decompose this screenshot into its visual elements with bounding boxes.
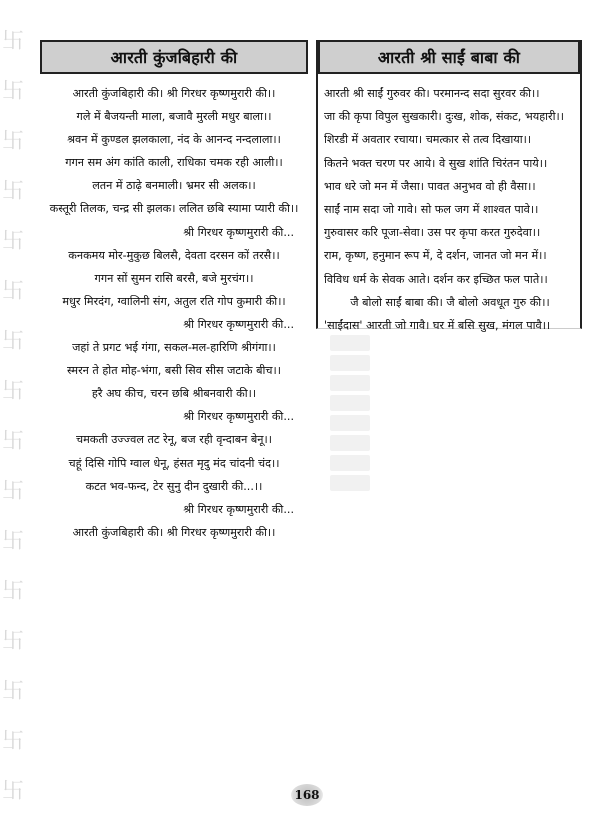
swastika-icon: 卐: [2, 579, 25, 604]
verse-line: श्रवन में कुण्डल झलकाला, नंद के आनन्द नन्दलाला।।: [67, 133, 281, 147]
verse-line: कितने भक्त चरण पर आये। वे सुख शांति चिरंतन पाये।।: [324, 156, 548, 170]
verse-line: गुरुवासर करि पूजा-सेवा। उस पर कृपा करत गुरुदेवा।।: [324, 226, 541, 240]
swastika-icon: 卐: [2, 229, 25, 254]
verse-line: लतन में ठाढ़े बनमाली। भ्रमर सी अलक।।: [92, 179, 256, 193]
refrain-line: श्री गिरधर कृष्णमुरारी की...: [183, 317, 294, 331]
verse-line: गगन सों सुमन रासि बरसै, बजे मुरचंग।।: [94, 271, 254, 285]
section-title: आरती कुंजबिहारी की: [40, 40, 308, 74]
verse-line: कनकमय मोर-मुकुछ बिलसै, देवता दरसन कों तरसै।।: [68, 248, 280, 262]
swastika-icon: 卐: [2, 329, 25, 354]
verse-list: [40, 74, 308, 544]
verse-line: राम, कृष्ण, हनुमान रूप में, दे दर्शन, जानत जो मन में।।: [324, 249, 547, 263]
aarti-kunjbihari-section: [40, 40, 308, 544]
page-number: 168: [291, 784, 323, 806]
section-title: आरती श्री साईं बाबा की: [318, 40, 580, 74]
verse-line: मधुर मिरदंग, ग्वालिनी संग, अतुल रति गोप कुमारी की।।: [62, 294, 286, 308]
verse-line: 'साईंदास' आरती जो गावै। घर में बसि सुख, मंगल पावै।।: [324, 318, 551, 332]
refrain-line: श्री गिरधर कृष्णमुरारी की...: [183, 410, 294, 424]
verse-line: गले में बैजयन्ती माला, बजावै मुरली मधुर बाला।।: [76, 110, 272, 124]
swastika-icon: 卐: [2, 729, 25, 754]
verse-line: जहां ते प्रगट भई गंगा, सकल-मल-हारिणि श्रीगंगा।।: [72, 341, 276, 355]
verse-line: आरती श्री साईं गुरुवर की। परमानन्द सदा सुरवर की।।: [324, 87, 540, 100]
verse-line: जा की कृपा विपुल सुखकारी। दुःख, शोक, संकट, भयहारी।।: [324, 110, 565, 124]
verse-line: कस्तूरी तिलक, चन्द्र सी झलक। ललित छबि स्यामा प्यारी की।।: [49, 202, 299, 216]
refrain-line: श्री गिरधर कृष्णमुरारी की...: [183, 225, 294, 239]
verse-line: स्मरन ते होत मोह-भंगा, बसी सिव सीस जटाके बीच।।: [67, 364, 281, 378]
swastika-icon: 卐: [2, 479, 25, 504]
verse-line: विविध धर्म के सेवक आते। दर्शन कर इच्छित फल पाते।।: [324, 272, 548, 286]
swastika-icon: 卐: [2, 29, 25, 54]
verse-line: चहूं दिसि गोपि ग्वाल धेनू, हंसत मृदु मंद चांदनी चंद।।: [68, 456, 280, 470]
aarti-sai-baba-section: [316, 40, 582, 332]
verse-line: साईं नाम सदा जो गावे। सो फल जग में शाश्वत पावे।।: [324, 202, 539, 216]
verse-line: आरती कुंजबिहारी की। श्री गिरधर कृष्णमुरारी की।।: [72, 525, 276, 539]
verse-line: जै बोलो साईं बाबा की। जै बोलो अवधूत गुरु की।।: [350, 295, 550, 309]
verse-line: भाव धरे जो मन में जैसा। पावत अनुभव वो ही वैसा।।: [324, 179, 536, 193]
swastika-icon: 卐: [2, 129, 25, 154]
verse-line: गगन सम अंग कांति काली, राधिका चमक रही आली।।: [65, 156, 283, 170]
swastika-icon: 卐: [2, 379, 25, 404]
swastika-icon: 卐: [2, 629, 25, 654]
swastika-icon: 卐: [2, 779, 25, 804]
swastika-icon: 卐: [2, 429, 25, 454]
swastika-icon: 卐: [2, 679, 25, 704]
verse-list: [318, 74, 580, 337]
refrain-line: श्री गिरधर कृष्णमुरारी की...: [183, 502, 294, 516]
verse-line: हरै अघ कीच, चरन छबि श्रीबनवारी की।।: [91, 387, 257, 401]
faded-bleedthrough-text: [330, 335, 370, 525]
swastika-icon: 卐: [2, 179, 25, 204]
verse-line: कटत भव-फन्द, टेर सुनु दीन दुखारी की...।।: [85, 479, 263, 493]
margin-watermark-strip: [0, 0, 30, 817]
verse-line: आरती कुंजबिहारी की। श्री गिरधर कृष्णमुरारी की।।: [72, 87, 276, 100]
verse-line: चमकती उज्ज्वल तट रेनू, बज रही वृन्दाबन बेनू।।: [76, 433, 272, 447]
swastika-icon: 卐: [2, 79, 25, 104]
verse-line: शिरडी में अवतार रचाया। चमत्कार से तत्व दिखाया।।: [324, 133, 532, 147]
swastika-icon: 卐: [2, 279, 25, 304]
swastika-icon: 卐: [2, 529, 25, 554]
